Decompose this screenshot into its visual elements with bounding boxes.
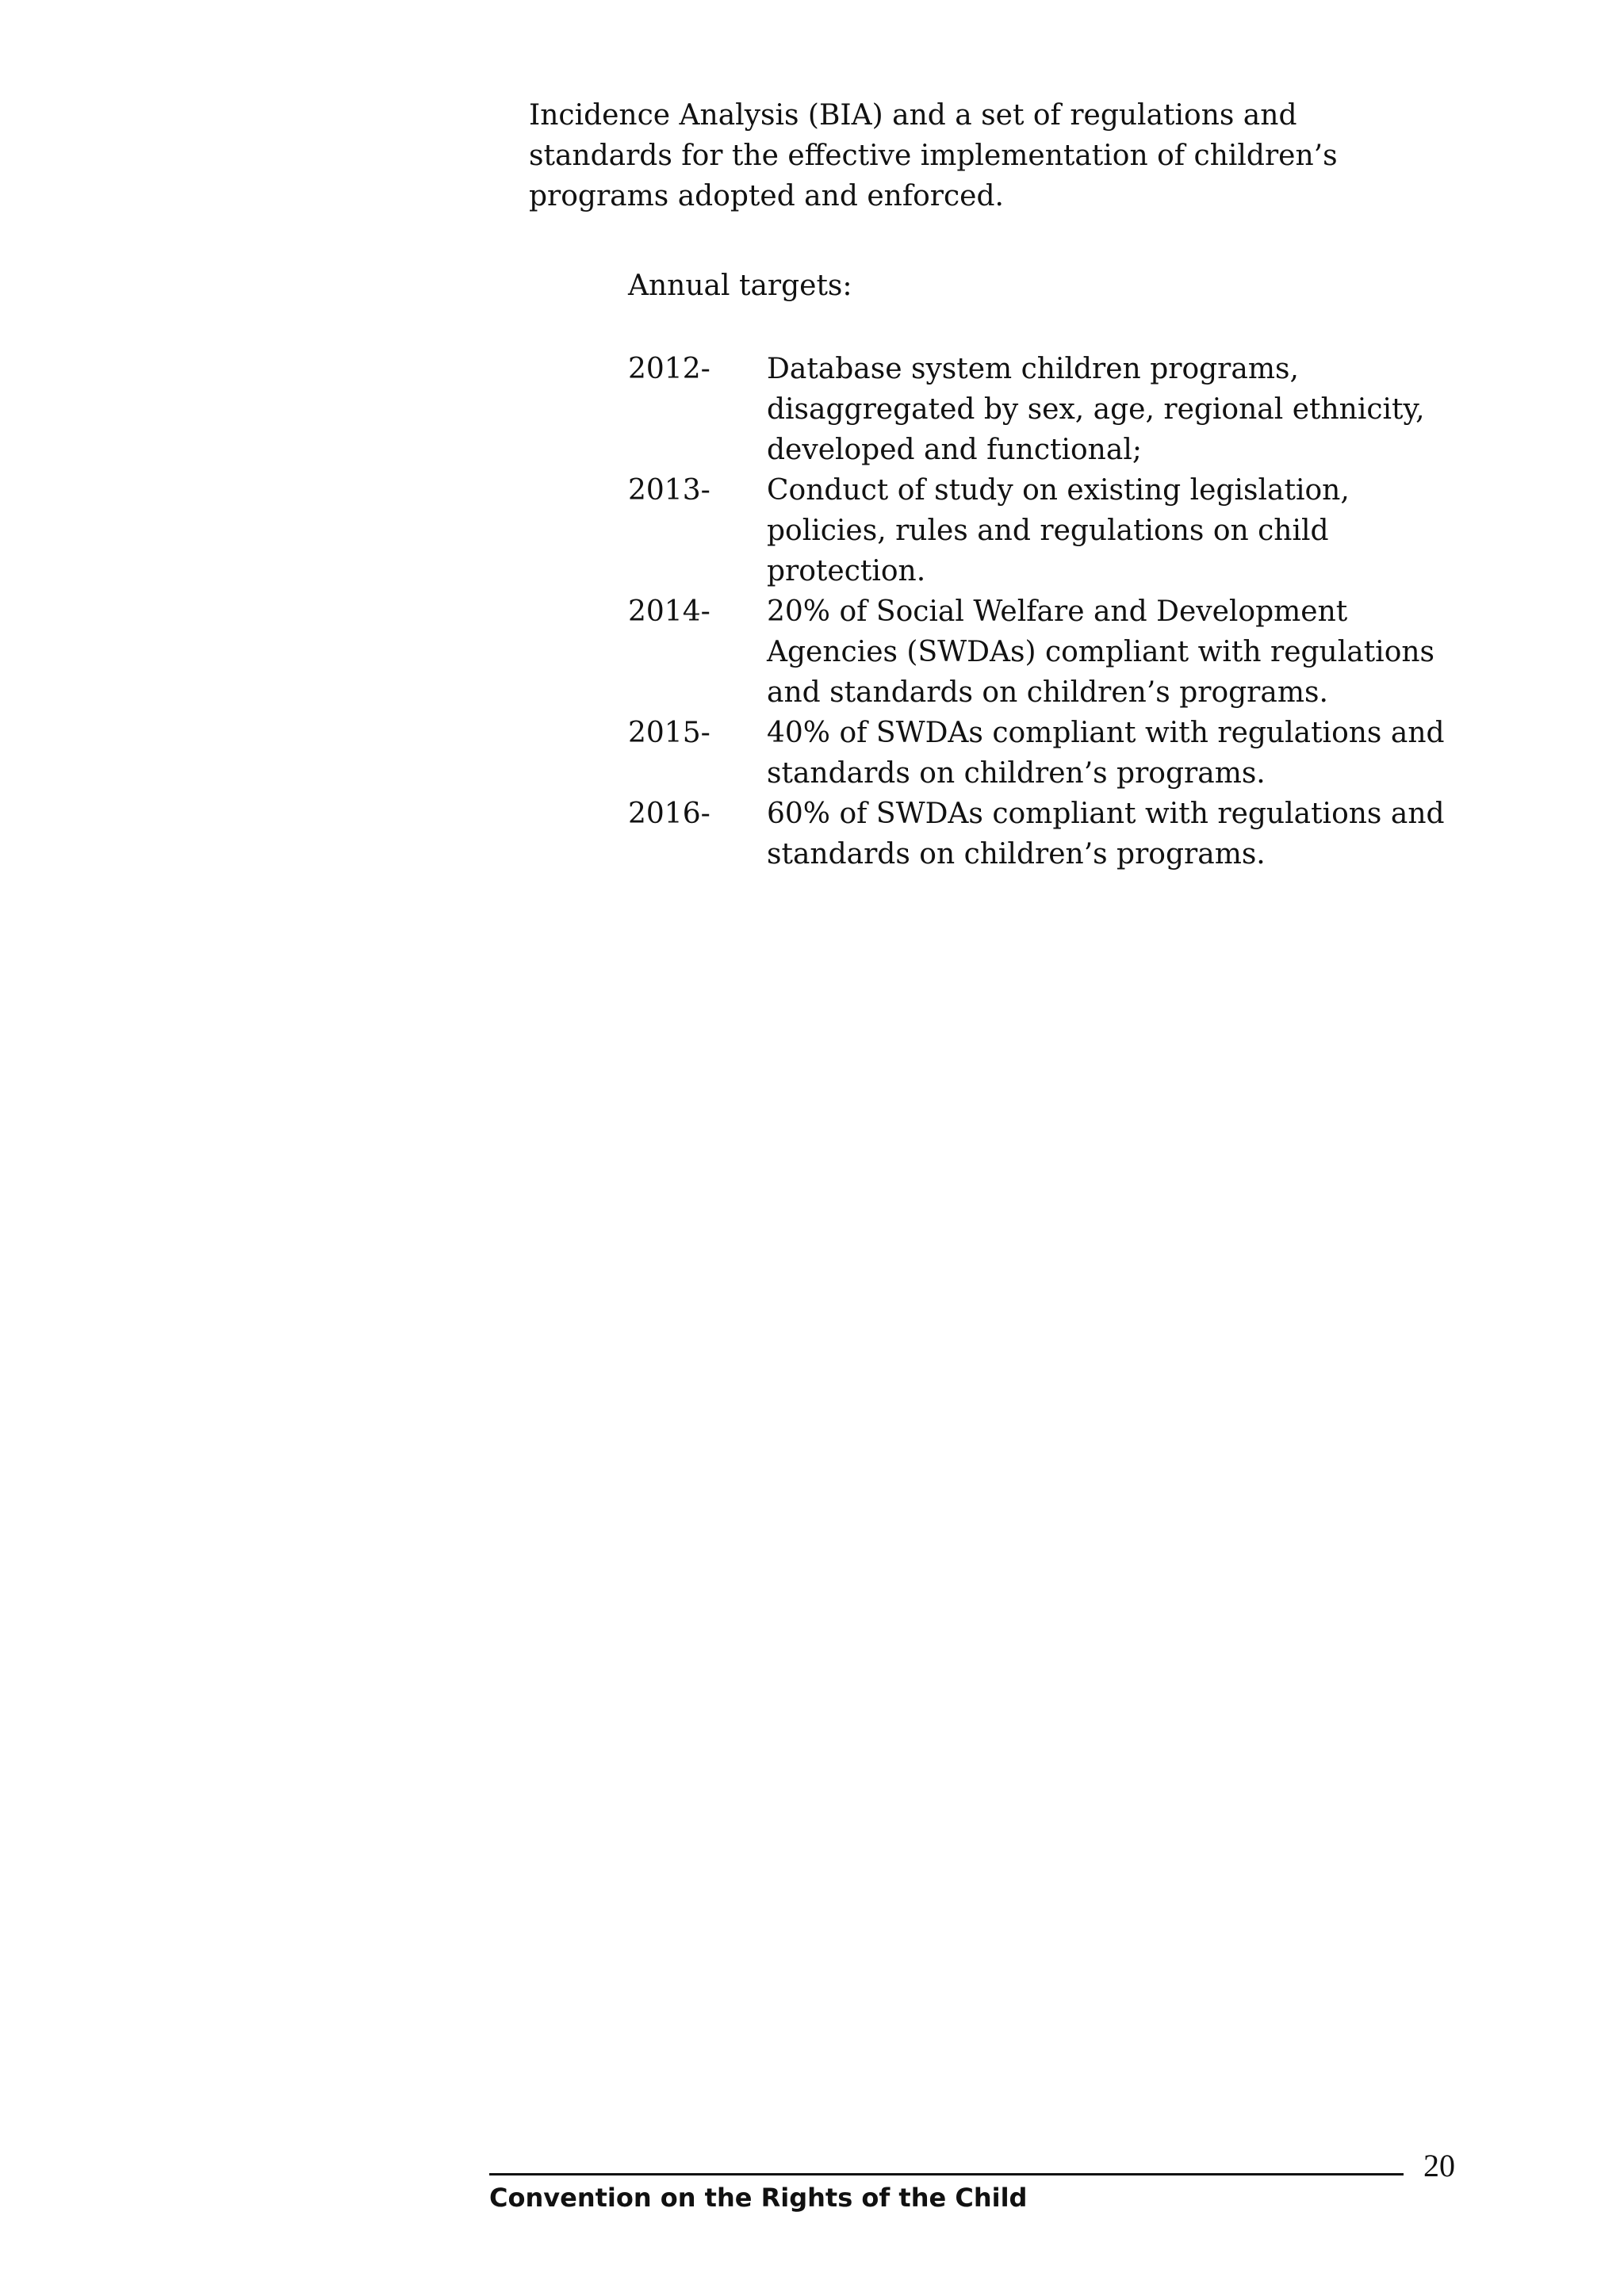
target-description: 40% of SWDAs compliant with regulations and standards on children’s programs. (767, 717, 1445, 790)
footer-divider (489, 2173, 1404, 2175)
target-description: Conduct of study on existing legislation, policies, rules and regulations on child protection. (767, 474, 1350, 587)
target-description: 60% of SWDAs compliant with regulations and standards on children’s programs. (767, 798, 1445, 871)
page-number: 20 (1423, 2148, 1455, 2183)
target-year: 2015- (628, 717, 710, 749)
intro-paragraph: Incidence Analysis (BIA) and a set of regulations and standards for the effective implementation of children’s programs adopted and enforced. (529, 99, 1338, 212)
annual-targets-list (628, 349, 1453, 874)
target-item-2013 (628, 470, 1453, 591)
target-year: 2013- (628, 474, 710, 507)
target-item-2012 (628, 349, 1453, 470)
target-description: Database system children programs, disaggregated by sex, age, regional ethnicity, developed and functional; (767, 353, 1425, 466)
target-year: 2012- (628, 353, 710, 385)
target-item-2015 (628, 713, 1453, 794)
target-description: 20% of Social Welfare and Development Agencies (SWDAs) compliant with regulations and standards on children’s programs. (767, 595, 1435, 709)
footer-title: Convention on the Rights of the Child (489, 2183, 1028, 2213)
target-item-2016 (628, 794, 1453, 874)
target-year: 2016- (628, 798, 710, 830)
annual-targets-heading: Annual targets: (628, 270, 852, 302)
target-item-2014 (628, 591, 1453, 713)
target-year: 2014- (628, 595, 710, 628)
